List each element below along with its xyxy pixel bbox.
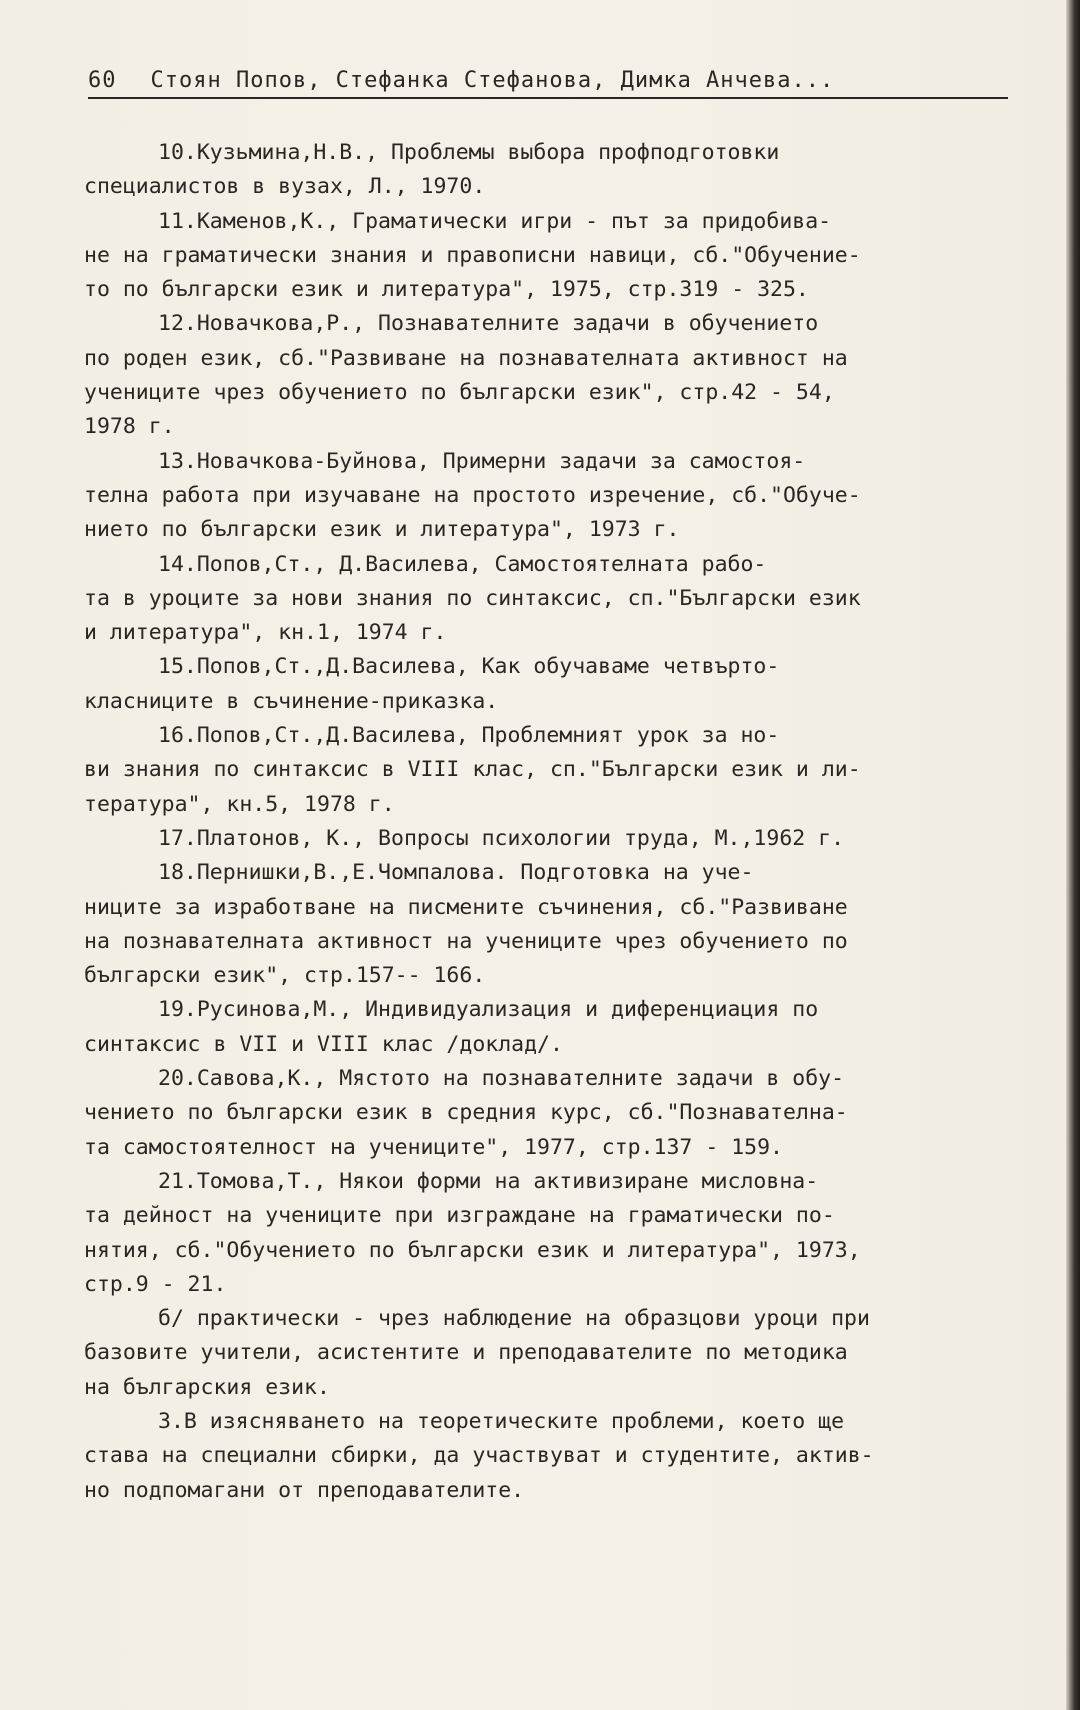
text-line: 20.Савова,К., Мястото на познавателните задачи в обу- [158,1066,845,1092]
text-line: стр.9 - 21. [84,1271,227,1297]
text-line: 16.Попов,Ст.,Д.Василева, Проблемният урок за но- [158,723,780,749]
text-line: тература", кн.5, 1978 г. [84,791,395,817]
text-line: телна работа при изучаване на простото изречение, сб."Обуче- [84,482,861,508]
text-line: 1978 г. [84,414,175,440]
running-header [88,68,1008,99]
text-line: синтаксис в VII и VIII клас /доклад/. [84,1031,563,1057]
text-line: по роден език, сб."Развиване на познавателната активност на [84,345,848,371]
bibliography-paragraph [84,205,1024,308]
bibliography-paragraph [84,1062,1024,1165]
text-line: та самостоятелност на учениците", 1977, стр.137 - 159. [84,1134,783,1160]
text-line: български език", стр.157-- 166. [84,963,486,989]
text-line: учениците чрез обучението по български език", стр.42 - 54, [84,380,835,406]
text-line: става на специални сбирки, да участвуват и студентите, актив- [84,1443,874,1469]
text-line: 13.Новачкова-Буйнова, Примерни задачи за самостоя- [158,448,806,474]
bibliography-paragraph [84,445,1024,548]
text-line: но подпомагани от преподавателите. [84,1477,525,1503]
text-line: 15.Попов,Ст.,Д.Василева, Как обучаваме четвърто- [158,654,780,680]
bibliography-paragraph [84,822,1024,856]
binding-edge [1066,0,1080,1710]
bibliography-paragraph [84,136,1024,205]
bibliography-paragraph [84,650,1024,719]
text-line: и литература", кн.1, 1974 г. [84,620,447,646]
text-line: 21.Томова,Т., Някои форми на активизиране мисловна- [158,1168,819,1194]
bibliography-paragraph [84,719,1024,822]
bibliography-paragraph [84,856,1024,993]
text-line: 14.Попов,Ст., Д.Василева, Самостоятелната рабо- [158,551,767,577]
text-line: та в уроците за нови знания по синтаксис, сп."Български език [84,585,861,611]
bibliography-paragraph [84,1165,1024,1302]
text-line: 12.Новачкова,Р., Познавателните задачи в обучението [158,311,819,337]
text-line: на българския език. [84,1374,330,1400]
bibliography-paragraph [84,548,1024,651]
text-line: 10.Кузьмина,Н.В., Проблемы выбора профподготовки [158,140,780,165]
text-line: чението по български език в средния курс, сб."Познавателна- [84,1100,848,1126]
text-line: базовите учители, асистентите и преподавателите по методика [84,1340,848,1366]
page-number: 60 [88,68,117,93]
bibliography-paragraph [84,993,1024,1062]
bibliography-paragraph [84,1405,1024,1508]
text-line: на познавателната активност на учениците чрез обучението по [84,928,848,954]
text-line: 17.Платонов, К., Вопросы психологии труда, М.,1962 г. [158,825,845,851]
text-line: та дейност на учениците при изграждане на граматически по- [84,1203,835,1229]
bibliography-paragraph [84,307,1024,444]
text-line: класниците в съчинение-приказка. [84,688,499,714]
text-line: то по български език и литература", 1975, стр.319 - 325. [84,277,809,303]
bibliography-paragraph [84,1302,1024,1405]
text-line: не на граматически знания и правописни навици, сб."Обучение- [84,242,861,268]
text-line: б/ практически - чрез наблюдение на образцови уроци при [158,1306,870,1332]
text-line: ви знания по синтаксис в VIII клас, сп."Български език и ли- [84,757,861,783]
header-authors: Стоян Попов, Стефанка Стефанова, Димка Анчева... [150,68,835,93]
text-line: ниците за изработване на писмените съчинения, сб."Развиване [84,894,848,920]
text-line: 18.Пернишки,В.,Е.Чомпалова. Подготовка на уче- [158,860,754,886]
document-body [84,136,1024,1508]
text-line: 3.В изясняването на теоретическите проблеми, което ще [158,1408,845,1434]
text-line: 11.Каменов,К., Граматически игри - път за придобива- [158,208,832,234]
text-line: нието по български език и литература", 1973 г. [84,517,680,543]
text-line: специалистов в вузах, Л., 1970. [84,174,486,200]
text-line: 19.Русинова,М., Индивидуализация и диференциация по [158,997,819,1023]
text-line: нятия, сб."Обучението по български език и литература", 1973, [84,1237,861,1263]
